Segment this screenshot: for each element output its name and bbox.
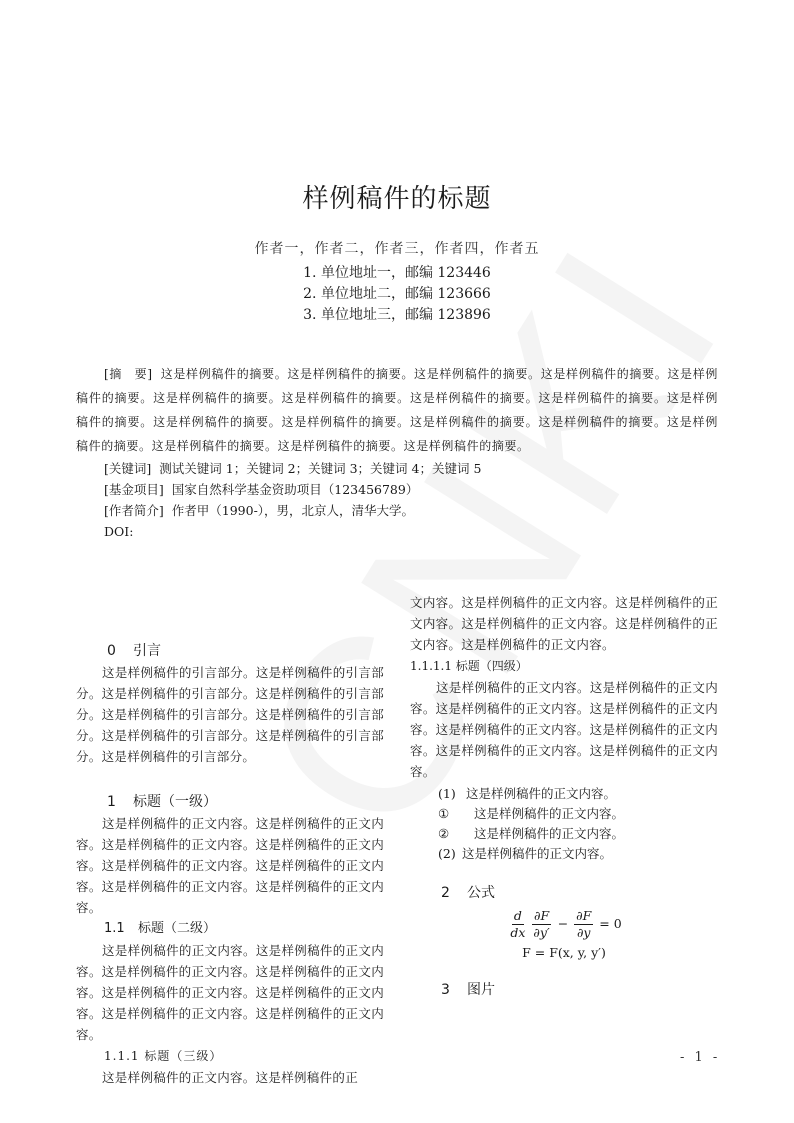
list-marker: (1) — [438, 786, 456, 801]
left-column — [76, 640, 384, 1088]
keywords — [76, 458, 718, 479]
list-marker: (2) — [438, 846, 456, 861]
heading-num: 2 — [441, 885, 450, 901]
author-bio-text: 作者甲（1990-），男，北京人，清华大学。 — [171, 503, 415, 518]
heading-sec1 — [76, 791, 384, 813]
heading-sec2 — [410, 882, 718, 904]
sec0-body: 这是样例稿件的引言部分。这是样例稿件的引言部分。这是样例稿件的引言部分。这是样例稿件的引言部分。这是样例稿件的引言部分。这是样例稿件的引言部分。这是样例稿件的引言部分。这是样例稿件的引言部分。这是样例稿件的引言部分。 — [76, 665, 384, 764]
author-list: 作者一，作者二，作者三，作者四，作者五 — [254, 241, 540, 257]
sec1-1-1-body: 这是样例稿件的正文内容。这是样例稿件的正 — [102, 1070, 359, 1085]
heading-title: 引言 — [133, 643, 161, 659]
heading-num: 0 — [107, 643, 116, 659]
abstract — [76, 362, 718, 458]
continued-body: 文内容。这是样例稿件的正文内容。这是样例稿件的正文内容。这是样例稿件的正文内容。这是样例稿件的正文内容。这是样例稿件的正文内容。 — [410, 595, 718, 652]
heading-sec1-1-1: 1.1.1 标题（三级） — [104, 1049, 223, 1063]
heading-num: 3 — [441, 982, 450, 998]
sec1-body: 这是样例稿件的正文内容。这是样例稿件的正文内容。这是样例稿件的正文内容。这是样例稿件的正文内容。这是样例稿件的正文内容。这是样例稿件的正文内容。这是样例稿件的正文内容。这是样例稿件的正文内容。 — [76, 816, 384, 915]
list-marker: ② — [438, 826, 450, 841]
fund — [76, 479, 718, 500]
page-number: - 1 - — [680, 1050, 721, 1065]
affiliation-2: 2. 单位地址二，邮编 123666 — [303, 286, 491, 302]
heading-title: 标题（一级） — [133, 794, 217, 810]
heading-title: 公式 — [467, 885, 495, 901]
abstract-label: [摘 要] — [104, 367, 153, 381]
keywords-label: [关键词] — [104, 461, 152, 476]
list-text: 这是样例稿件的正文内容。 — [474, 806, 625, 821]
heading-sec3 — [410, 979, 718, 1001]
list-item — [410, 784, 718, 804]
heading-num: 1 — [107, 794, 116, 810]
doi — [76, 521, 718, 542]
list-text: 这是样例稿件的正文内容。 — [466, 786, 617, 801]
list-item — [410, 844, 718, 864]
list-item — [410, 804, 718, 824]
heading-title: 标题（二级） — [138, 921, 217, 936]
doi-label: DOI: — [104, 524, 134, 539]
formula-definition: F = F(x, y, y′) — [522, 945, 606, 960]
author-bio-label: [作者简介] — [104, 503, 164, 518]
sec1-1-1-1-body: 这是样例稿件的正文内容。这是样例稿件的正文内容。这是样例稿件的正文内容。这是样例稿件的正文内容。这是样例稿件的正文内容。这是样例稿件的正文内容。这是样例稿件的正文内容。这是样例稿件的正文内容。 — [410, 680, 718, 779]
heading-sec1-1 — [76, 918, 384, 940]
fund-text: 国家自然科学基金资助项目（123456789） — [171, 482, 419, 497]
paper-title: 样例稿件的标题 — [302, 184, 492, 214]
author-bio — [76, 500, 718, 521]
formula-euler-lagrange: $\frac{d}{dx}$ $\frac{\partial F}{\partial y'}$ − $\frac{\partial F}{\partial y}$ = 0 — [510, 908, 622, 940]
abstract-text: 这是样例稿件的摘要。这是样例稿件的摘要。这是样例稿件的摘要。这是样例稿件的摘要。这是样例稿件的摘要。这是样例稿件的摘要。这是样例稿件的摘要。这是样例稿件的摘要。这是样例稿件的摘要。这是样例稿件的摘要。这是样例稿件的摘要。这是样例稿件的摘要。这是样例稿件的摘要。这是样例稿件的摘要。这是样例稿件的摘要。这是样例稿件的摘要。这是样例稿件的摘要。这是样例稿件的摘要。 — [76, 367, 718, 453]
heading-sec1-1-1-1: 1.1.1.1 标题（四级） — [410, 659, 528, 673]
abstract-block — [76, 362, 718, 542]
sec1-1-body: 这是样例稿件的正文内容。这是样例稿件的正文内容。这是样例稿件的正文内容。这是样例稿件的正文内容。这是样例稿件的正文内容。这是样例稿件的正文内容。这是样例稿件的正文内容。这是样例稿件的正文内容。 — [76, 943, 384, 1042]
list-text: 这是样例稿件的正文内容。 — [474, 826, 625, 841]
affiliation-3: 3. 单位地址三，邮编 123896 — [303, 307, 491, 323]
right-column — [410, 592, 718, 1001]
fund-label: [基金项目] — [104, 482, 164, 497]
numbered-list — [410, 784, 718, 864]
heading-num: 1.1 — [104, 921, 125, 936]
list-marker: ① — [438, 806, 450, 821]
heading-sec0 — [76, 640, 384, 662]
affiliation-1: 1. 单位地址一，邮编 123446 — [303, 265, 491, 281]
keywords-text: 测试关键词 1；关键词 2；关键词 3；关键词 4；关键词 5 — [159, 461, 482, 476]
list-item — [410, 824, 718, 844]
list-text: 这是样例稿件的正文内容。 — [462, 846, 613, 861]
heading-title: 图片 — [467, 982, 495, 998]
